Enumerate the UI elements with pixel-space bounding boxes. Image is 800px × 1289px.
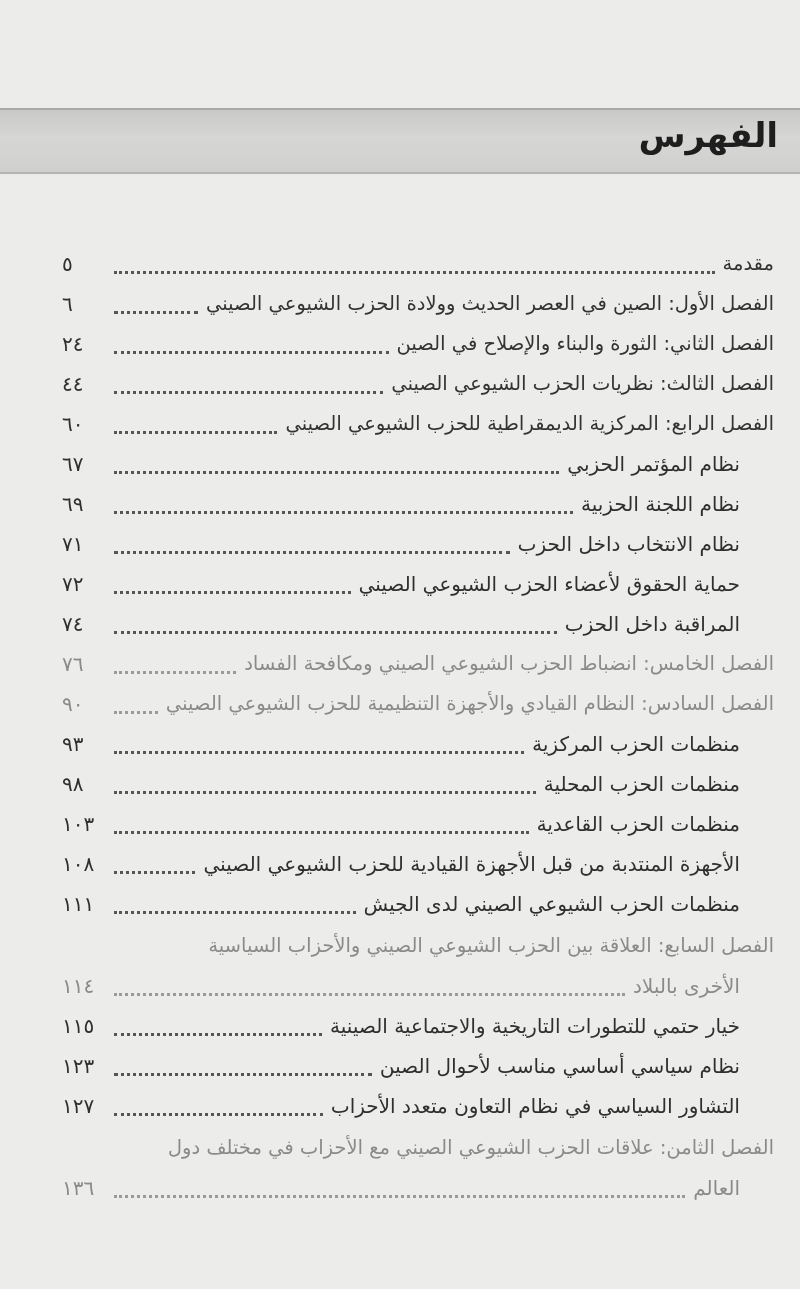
toc-page-number: ١١٥ xyxy=(62,1014,95,1038)
toc-entry xyxy=(62,844,774,884)
toc-dot-leader xyxy=(114,992,625,996)
toc-dot-leader xyxy=(114,1032,322,1036)
toc-entry xyxy=(62,524,774,564)
index-title: الفهرس xyxy=(638,116,778,156)
toc-entry-label: خيار حتمي للتطورات التاريخية والاجتماعية الصينية xyxy=(330,1014,740,1038)
toc-dot-leader xyxy=(114,790,536,794)
toc-entry-label: الأخرى بالبلاد xyxy=(632,974,740,998)
toc-dot-leader xyxy=(114,870,195,874)
toc-dot-leader xyxy=(114,510,573,514)
toc-dot-leader xyxy=(114,670,236,674)
toc-entry-label: نظام سياسي أساسي مناسب لأحوال الصين xyxy=(379,1054,740,1078)
toc-dot-leader xyxy=(114,1072,372,1076)
toc-page-number: ٥ xyxy=(62,252,73,276)
toc-entry-label: حماية الحقوق لأعضاء الحزب الشيوعي الصيني xyxy=(358,572,740,596)
toc-dot-leader xyxy=(114,310,198,314)
toc-entry-label: الفصل الثاني: الثورة والبناء والإصلاح في الصين xyxy=(396,332,774,355)
toc-page-number: ٧٤ xyxy=(62,612,84,636)
toc-entry-label: الفصل الثالث: نظريات الحزب الشيوعي الصيني xyxy=(391,372,774,395)
toc-entry-label: نظام المؤتمر الحزبي xyxy=(567,452,740,476)
toc-entry xyxy=(62,804,774,844)
toc-page-number: ١١٤ xyxy=(62,974,95,998)
toc-page-number: ٩٨ xyxy=(62,772,84,796)
toc-dot-leader xyxy=(114,350,389,354)
table-of-contents xyxy=(62,244,774,1208)
toc-entry xyxy=(62,404,774,444)
toc-dot-leader xyxy=(114,1112,323,1116)
toc-dot-leader xyxy=(114,630,557,634)
toc-entry-label: الفصل السادس: النظام القيادي والأجهزة التنظيمية للحزب الشيوعي الصيني xyxy=(165,692,774,715)
toc-dot-leader xyxy=(114,590,351,594)
toc-entry-label: منظمات الحزب المحلية xyxy=(543,772,740,796)
toc-entry-label: العالم xyxy=(693,1176,740,1200)
toc-entry-label: الفصل الخامس: انضباط الحزب الشيوعي الصيني ومكافحة الفساد xyxy=(244,652,774,675)
toc-page-number: ١١١ xyxy=(62,892,95,916)
toc-dot-leader xyxy=(114,830,529,834)
toc-page-number: ١٣٦ xyxy=(62,1176,95,1200)
toc-page-number: ٦ xyxy=(62,292,73,316)
toc-entry xyxy=(62,1086,774,1126)
toc-dot-leader xyxy=(114,390,383,394)
toc-page-number: ١٢٧ xyxy=(62,1094,95,1118)
toc-entry xyxy=(62,324,774,364)
toc-entry-label: الفصل السابع: العلاقة بين الحزب الشيوعي الصيني والأحزاب السياسية xyxy=(208,934,774,957)
toc-page-number: ٦٩ xyxy=(62,492,84,516)
toc-entry xyxy=(62,284,774,324)
toc-entry-label: منظمات الحزب الشيوعي الصيني لدى الجيش xyxy=(363,892,740,916)
toc-entry xyxy=(62,764,774,804)
toc-page-number: ١٠٨ xyxy=(62,852,95,876)
toc-dot-leader xyxy=(114,710,158,714)
toc-page-number: ٧٦ xyxy=(62,652,84,676)
toc-page-number: ٤٤ xyxy=(62,372,84,396)
toc-entry xyxy=(62,884,774,924)
toc-entry xyxy=(62,564,774,604)
toc-entry-label: الأجهزة المنتدبة من قبل الأجهزة القيادية للحزب الشيوعي الصيني xyxy=(203,852,740,876)
toc-entry xyxy=(62,364,774,404)
toc-entry xyxy=(62,484,774,524)
toc-entry-label: نظام اللجنة الحزبية xyxy=(580,492,740,516)
toc-page-number: ١٢٣ xyxy=(62,1054,95,1078)
toc-entry xyxy=(62,1126,774,1168)
toc-dot-leader xyxy=(114,1194,685,1198)
toc-entry xyxy=(62,924,774,966)
toc-entry-label: الفصل الأول: الصين في العصر الحديث وولادة الحزب الشيوعي الصيني xyxy=(206,292,774,315)
toc-page-number: ٧١ xyxy=(62,532,84,556)
toc-entry xyxy=(62,444,774,484)
toc-dot-leader xyxy=(114,550,510,554)
toc-entry-label: المراقبة داخل الحزب xyxy=(564,612,740,636)
toc-entry xyxy=(62,966,774,1006)
toc-entry xyxy=(62,604,774,644)
toc-dot-leader xyxy=(114,470,559,474)
toc-page-number: ٢٤ xyxy=(62,332,84,356)
toc-page-number: ١٠٣ xyxy=(62,812,95,836)
toc-dot-leader xyxy=(114,430,277,434)
toc-dot-leader xyxy=(114,910,356,914)
toc-entry-label: التشاور السياسي في نظام التعاون متعدد الأحزاب xyxy=(330,1094,740,1118)
toc-entry xyxy=(62,644,774,684)
toc-entry-label: مقدمة xyxy=(722,252,774,275)
toc-page-number: ٦٧ xyxy=(62,452,84,476)
toc-entry xyxy=(62,724,774,764)
toc-dot-leader xyxy=(114,270,715,274)
toc-entry-label: منظمات الحزب المركزية xyxy=(532,732,740,756)
toc-entry-label: الفصل الثامن: علاقات الحزب الشيوعي الصيني مع الأحزاب في مختلف دول xyxy=(167,1136,774,1159)
toc-entry-label: الفصل الرابع: المركزية الديمقراطية للحزب الشيوعي الصيني xyxy=(285,412,774,435)
toc-page-number: ٦٠ xyxy=(62,412,84,436)
toc-entry xyxy=(62,1168,774,1208)
toc-entry xyxy=(62,244,774,284)
toc-page-number: ٩٠ xyxy=(62,692,84,716)
toc-entry xyxy=(62,1006,774,1046)
index-header-band xyxy=(0,108,800,174)
toc-page-number: ٧٢ xyxy=(62,572,84,596)
toc-dot-leader xyxy=(114,750,524,754)
toc-entry xyxy=(62,1046,774,1086)
toc-entry-label: منظمات الحزب القاعدية xyxy=(536,812,740,836)
toc-page-number: ٩٣ xyxy=(62,732,84,756)
toc-entry xyxy=(62,684,774,724)
toc-entry-label: نظام الانتخاب داخل الحزب xyxy=(517,532,740,556)
